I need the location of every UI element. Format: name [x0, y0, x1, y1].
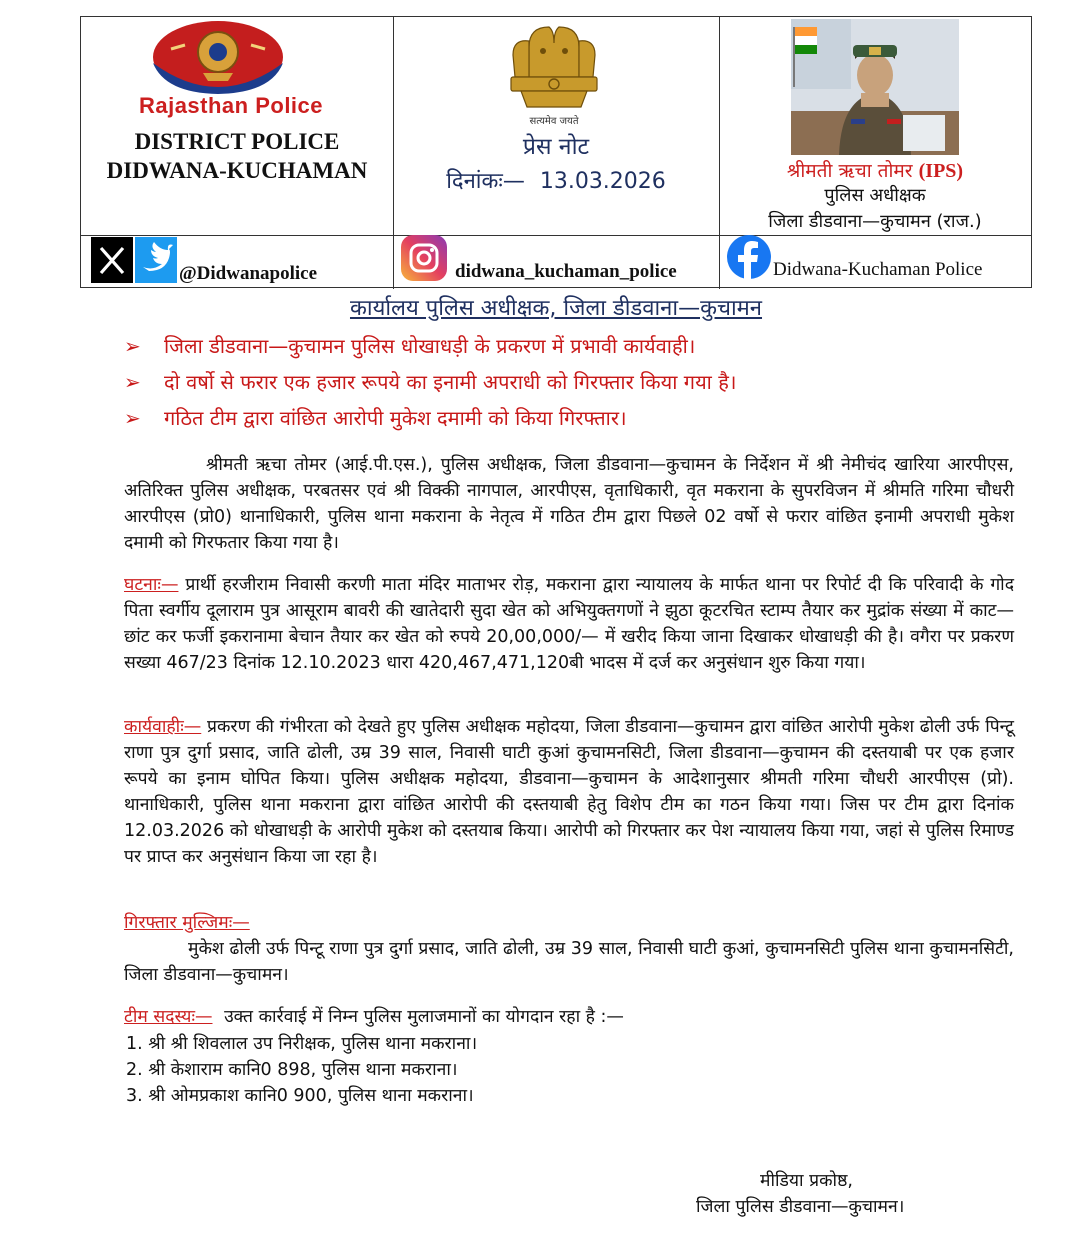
x-icon[interactable]: [91, 237, 133, 283]
arrested-label: गिरफ्तार मुल्जिमः—: [124, 913, 250, 933]
divider: [81, 235, 1031, 236]
officer-title: पुलिस अधीक्षक: [824, 185, 926, 206]
officer-name: श्रीमती ऋचा तोमर: [786, 160, 913, 182]
rajasthan-police-logo-icon: [151, 19, 285, 95]
team-label: टीम सदस्यः—: [124, 1007, 213, 1027]
highlight-item: ➢ गठित टीम द्वारा वांछित आरोपी मुकेश दमामी को किया गिरफ्तार।: [124, 406, 627, 430]
national-emblem-icon: [499, 21, 609, 113]
facebook-page[interactable]: Didwana-Kuchaman Police: [773, 259, 983, 280]
officer-suffix: (IPS): [918, 160, 964, 182]
district-line-2: DIDWANA-KUCHAMAN: [106, 158, 368, 183]
officer-photo: [791, 19, 959, 155]
highlight-item: ➢ दो वर्षो से फरार एक हजार रूपये का इनामी अपराधी को गिरफ्तार किया गया है।: [124, 370, 737, 394]
incident-text: प्रार्थी हरजीराम निवासी करणी माता मंदिर माताभर रोड़, मकराना द्वारा न्यायालय के मार्फत थाना पर रिपोर्ट दी कि परिवादी के गोद पिता स्वर्गीय दूलाराम पुत्र आसूराम बावरी की खातेदारी सुदा खेत को अभियुक्तगणों ने झुठा कूटरचित स्टाम्प तैयार कर मुद्रांक संख्या में काट—छांट कर फर्जी इकरानामा बेचान तैयार कर खेत को रुपये 20,00,000/— में खरीद किया जाना दिखाकर धोखाधड़ी की है। वगैरा पर प्रकरण सख्या 467/23 दिनांक 12.10.2023 धारा 420,467,471,120बी भादस में दर्ज कर अनुसंधान शुरु किया गया।: [124, 575, 1014, 673]
arrow-icon: ➢: [124, 406, 141, 430]
date-value: 13.03.2026: [539, 169, 666, 194]
instagram-icon[interactable]: [401, 235, 447, 281]
arrested-text: मुकेश ढोली उर्फ पिन्टू राणा पुत्र दुर्गा प्रसाद, जाति ढोली, उम्र 39 साल, निवासी घाटी कुआं, कुचामनसिटी पुलिस थाना कुचामनसिटी, जिला डीडवाना—कुचामन।: [124, 939, 1014, 985]
district-line-1: DISTRICT POLICE: [134, 129, 340, 154]
team-intro: उक्त कार्रवाई में निम्न पुलिस मुलाजमानों का योगदान रहा है :—: [224, 1007, 624, 1027]
facebook-icon[interactable]: [727, 235, 771, 279]
action-text: प्रकरण की गंभीरता को देखते हुए पुलिस अधीक्षक महोदया, जिला डीडवाना—कुचामन द्वारा वांछित आरोपी मुकेश ढोली उर्फ पिन्टू राणा पुत्र दुर्गा प्रसाद, जाति ढोली, उम्र 39 साल, निवासी घाटी कुआं कुचामनसिटी, जिला डीडवाना—कुचामन की दस्तयाबी पर एक हजार रूपये का इनाम घोपित किया। पुलिस अधीक्षक महोदया, डीडवाना—कुचामन के आदेशानुसार श्रीमती गरिमा चौधरी आरपीएस (प्रो). थानाधिकारी, पुलिस थाना मकराना द्वारा वांछित आरोपी की दस्तयाबी हेतु विशेप टीम का गठन किया गया। जिस पर टीम द्वारा दिनांक 12.03.2026 को धोखाधड़ी के आरोपी मुकेश को दस्तयाब किया। आरोपी को गिरफ्तार कर पेश न्यायालय किया गया, जहां से पुलिस रिमाण्ड पर प्राप्त कर अनुसंधान किया जा रहा है।: [124, 717, 1014, 867]
footer-line-1: मीडिया प्रकोष्ठ,: [760, 1171, 853, 1191]
office-title: कार्यालय पुलिस अधीक्षक, जिला डीडवाना—कुचामन: [349, 296, 763, 321]
instagram-handle[interactable]: didwana_kuchaman_police: [455, 261, 677, 282]
team-member: 2. श्री केशाराम कानि0 898, पुलिस थाना मकराना।: [126, 1060, 458, 1080]
action-paragraph: [124, 714, 1014, 870]
incident-paragraph: [124, 572, 1014, 676]
arrow-icon: ➢: [124, 334, 141, 358]
date-label: दिनांकः—: [446, 169, 525, 194]
highlight-item: ➢ जिला डीडवाना—कुचामन पुलिस धोखाधड़ी के प्रकरण में प्रभावी कार्यवाही।: [124, 334, 696, 358]
twitter-icon[interactable]: [135, 237, 177, 283]
team-member: 1. श्री श्री शिवलाल उप निरीक्षक, पुलिस थाना मकराना।: [126, 1034, 478, 1054]
letterhead: [80, 16, 1032, 288]
org-name: Rajasthan Police: [138, 93, 324, 118]
divider: [719, 17, 720, 289]
intro-paragraph: श्रीमती ऋचा तोमर (आई.पी.एस.), पुलिस अधीक्षक, जिला डीडवाना—कुचामन के निर्देशन में श्री नेमीचंद खारिया आरपीएस, अतिरिक्त पुलिस अधीक्षक, परबतसर एवं श्री विक्की नागपाल, आरपीएस, वृताधिकारी, वृत मकराना के सुपरविजन में श्रीमति गरिमा चौधरी आरपीएस (प्रो0) थानाधिकारी, पुलिस थाना मकराना के नेतृत्व में गठित टीम द्वारा पिछले 02 वर्षो से फरार वांछित इनामी अपराधी मुकेश दमामी को गिरफतार किया गया है।: [124, 455, 1014, 553]
emblem-motto: सत्यमेव जयते: [529, 116, 579, 127]
arrow-icon: ➢: [124, 370, 141, 394]
incident-label: घटनाः—: [124, 575, 179, 595]
twitter-handle[interactable]: @Didwanapolice: [179, 263, 318, 284]
action-label: कार्यवाहीः—: [124, 717, 202, 737]
press-note-title: प्रेस नोट: [522, 134, 590, 160]
team-member: 3. श्री ओमप्रकाश कानि0 900, पुलिस थाना मकराना।: [126, 1086, 474, 1106]
officer-district: जिला डीडवाना—कुचामन (राज.): [768, 211, 982, 232]
footer-line-2: जिला पुलिस डीडवाना—कुचामन।: [696, 1197, 905, 1217]
